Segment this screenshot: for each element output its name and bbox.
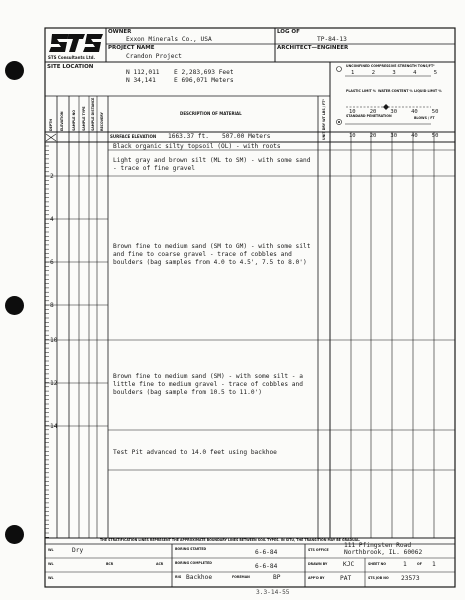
boring-started-label: BORING STARTED: [175, 547, 207, 551]
project-label: PROJECT NAME: [108, 45, 155, 51]
appd-by-label: APP'D BY: [308, 576, 325, 580]
surface-elevation-label: SURFACE ELEVATION: [110, 134, 157, 139]
sts-logo-mark: [49, 31, 103, 56]
wc-tick-1: 10: [349, 109, 356, 115]
sts-job-label: STS JOB NO: [368, 576, 389, 580]
wl-label-3: WL: [48, 576, 54, 580]
depth-label-10: 10: [50, 337, 58, 344]
uc-tick-5: 5: [433, 70, 438, 76]
site-n-feet: E 2,283,693 Feet: [174, 69, 234, 76]
boring-started-value: 6-6-84: [255, 549, 278, 556]
uc-tick-1: 1: [351, 70, 355, 76]
log-label: LOG OF: [277, 29, 300, 35]
liquid-limit-label: LIQUID LIMIT %: [414, 89, 442, 93]
col-elevation: ELEVATION: [60, 111, 64, 131]
foreman-label: FOREMAN: [232, 575, 250, 579]
rig-label: RIG: [175, 575, 182, 579]
blows-label: BLOWS / FT: [414, 116, 435, 120]
rig-value: Backhoe: [186, 574, 213, 581]
layer-silt: Light gray and brown silt (ML to SM) - with some sand - trace of fine gravel: [113, 157, 311, 172]
spt-tick-1: 10: [349, 133, 356, 139]
water-content-label: WATER CONTENT %: [378, 89, 413, 93]
col-description: DESCRIPTION OF MATERIAL: [180, 111, 242, 116]
uc-strength-label: UNCONFINED COMPRESSIVE STRENGTH TONS/FT²: [346, 64, 435, 68]
col-sample-distance: SAMPLE DISTANCE: [91, 97, 95, 131]
drawn-by-value: KJC: [343, 561, 355, 568]
boring-completed-label: BORING COMPLETED: [175, 561, 212, 565]
sts-job-value: 23573: [401, 575, 420, 582]
col-depth: DEPTH: [49, 118, 53, 131]
plastic-limit-label: PLASTIC LIMIT %: [346, 89, 376, 93]
stratification-note: THE STRATIFICATION LINES REPRESENT THE APPROXIMATE BOUNDARY LINES BETWEEN SOIL TYPES. IN SITU, THE TRANSITION MAY BE GRADUAL.: [100, 538, 361, 542]
wc-tick-3: 30: [390, 109, 398, 115]
layer-sand-gravel: Brown fine to medium sand (SM to GM) - with some silt and fine to coarse gravel - trace of cobbles and boulders (bag samples from 4.0 to 4.5', 7.5 to 8.0'): [113, 243, 311, 266]
uc-tick-2: 2: [371, 70, 375, 76]
sheet-no-label: SHEET NO: [368, 562, 386, 566]
site-e-meters: E 696,071 Meters: [174, 77, 234, 84]
spt-tick-4: 40: [411, 133, 418, 139]
col-sample-type: SAMPLE TYPE: [82, 106, 86, 131]
sts-office-line-2: Northbrook, IL. 60062: [344, 549, 423, 556]
sts-logo: [49, 31, 103, 56]
wl-label-1: WL: [48, 548, 54, 552]
spt-tick-2: 20: [369, 133, 377, 139]
col-sample-no: SAMPLE NO: [72, 110, 76, 131]
acr-label: ACR: [156, 562, 164, 566]
spt-tick-3: 30: [390, 133, 398, 139]
depth-label-8: 8: [50, 302, 54, 309]
bottom-reference: 3.3-14-55: [256, 589, 290, 596]
depth-label-6: 6: [50, 259, 54, 266]
layer-topsoil: Black organic silty topsoil (OL) - with roots: [113, 143, 281, 150]
depth-label-2: 2: [50, 173, 54, 180]
bcr-label: BCR: [106, 562, 114, 566]
depth-label-12: 12: [50, 380, 58, 387]
company-name: STS Consultants Ltd.: [48, 55, 96, 60]
site-n: N 112,011: [126, 69, 160, 76]
sheet-no-value: 1: [403, 561, 407, 568]
depth-label-4: 4: [50, 216, 54, 223]
architect-label: ARCHITECT—ENGINEER: [277, 45, 349, 51]
surface-elevation-m: 507.00 Meters: [222, 133, 271, 140]
of-value: 1: [432, 561, 436, 568]
sts-office-label: STS OFFICE: [308, 548, 329, 552]
site-e: N 34,141: [126, 77, 156, 84]
wc-tick-2: 20: [369, 109, 377, 115]
depth-label-14: 14: [50, 423, 58, 430]
layer-sand-silt: Brown fine to medium sand (SM) - with some silt - a little fine to medium gravel - trace of cobbles and boulders (bag sample from 10.5 to 11.0'): [113, 373, 303, 396]
wl-value-1: Dry: [72, 547, 84, 554]
boring-completed-value: 6-6-84: [255, 563, 278, 570]
appd-by-value: PAT: [340, 575, 352, 582]
uc-tick-3: 3: [392, 70, 396, 76]
drawn-by-label: DRAWN BY: [308, 562, 328, 566]
wc-tick-5: 50: [431, 109, 439, 115]
spt-tick-5: 50: [431, 133, 439, 139]
surface-elevation-ft: 1663.37 ft.: [168, 133, 209, 140]
layer-end-note: Test Pit advanced to 14.0 feet using backhoe: [113, 449, 277, 456]
owner-value: Exxon Minerals Co., USA: [126, 36, 212, 43]
spt-label: STANDARD PENETRATION: [346, 114, 392, 118]
owner-label: OWNER: [108, 29, 132, 35]
wl-label-2: WL: [48, 562, 54, 566]
col-recovery: RECOVERY: [100, 112, 104, 131]
project-value: Crandon Project: [126, 53, 182, 60]
wc-tick-4: 40: [411, 109, 418, 115]
sts-office-line-1: 111 Pfingsten Road: [344, 542, 412, 549]
site-location-label: SITE LOCATION: [47, 64, 94, 70]
foreman-value: BP: [273, 574, 281, 581]
uc-tick-4: 4: [413, 70, 417, 76]
log-id: TP-84-13: [317, 36, 347, 43]
of-label: OF: [417, 562, 422, 566]
col-unit-dry-weight: UNIT DRY WT LBS / FT³: [322, 99, 326, 140]
